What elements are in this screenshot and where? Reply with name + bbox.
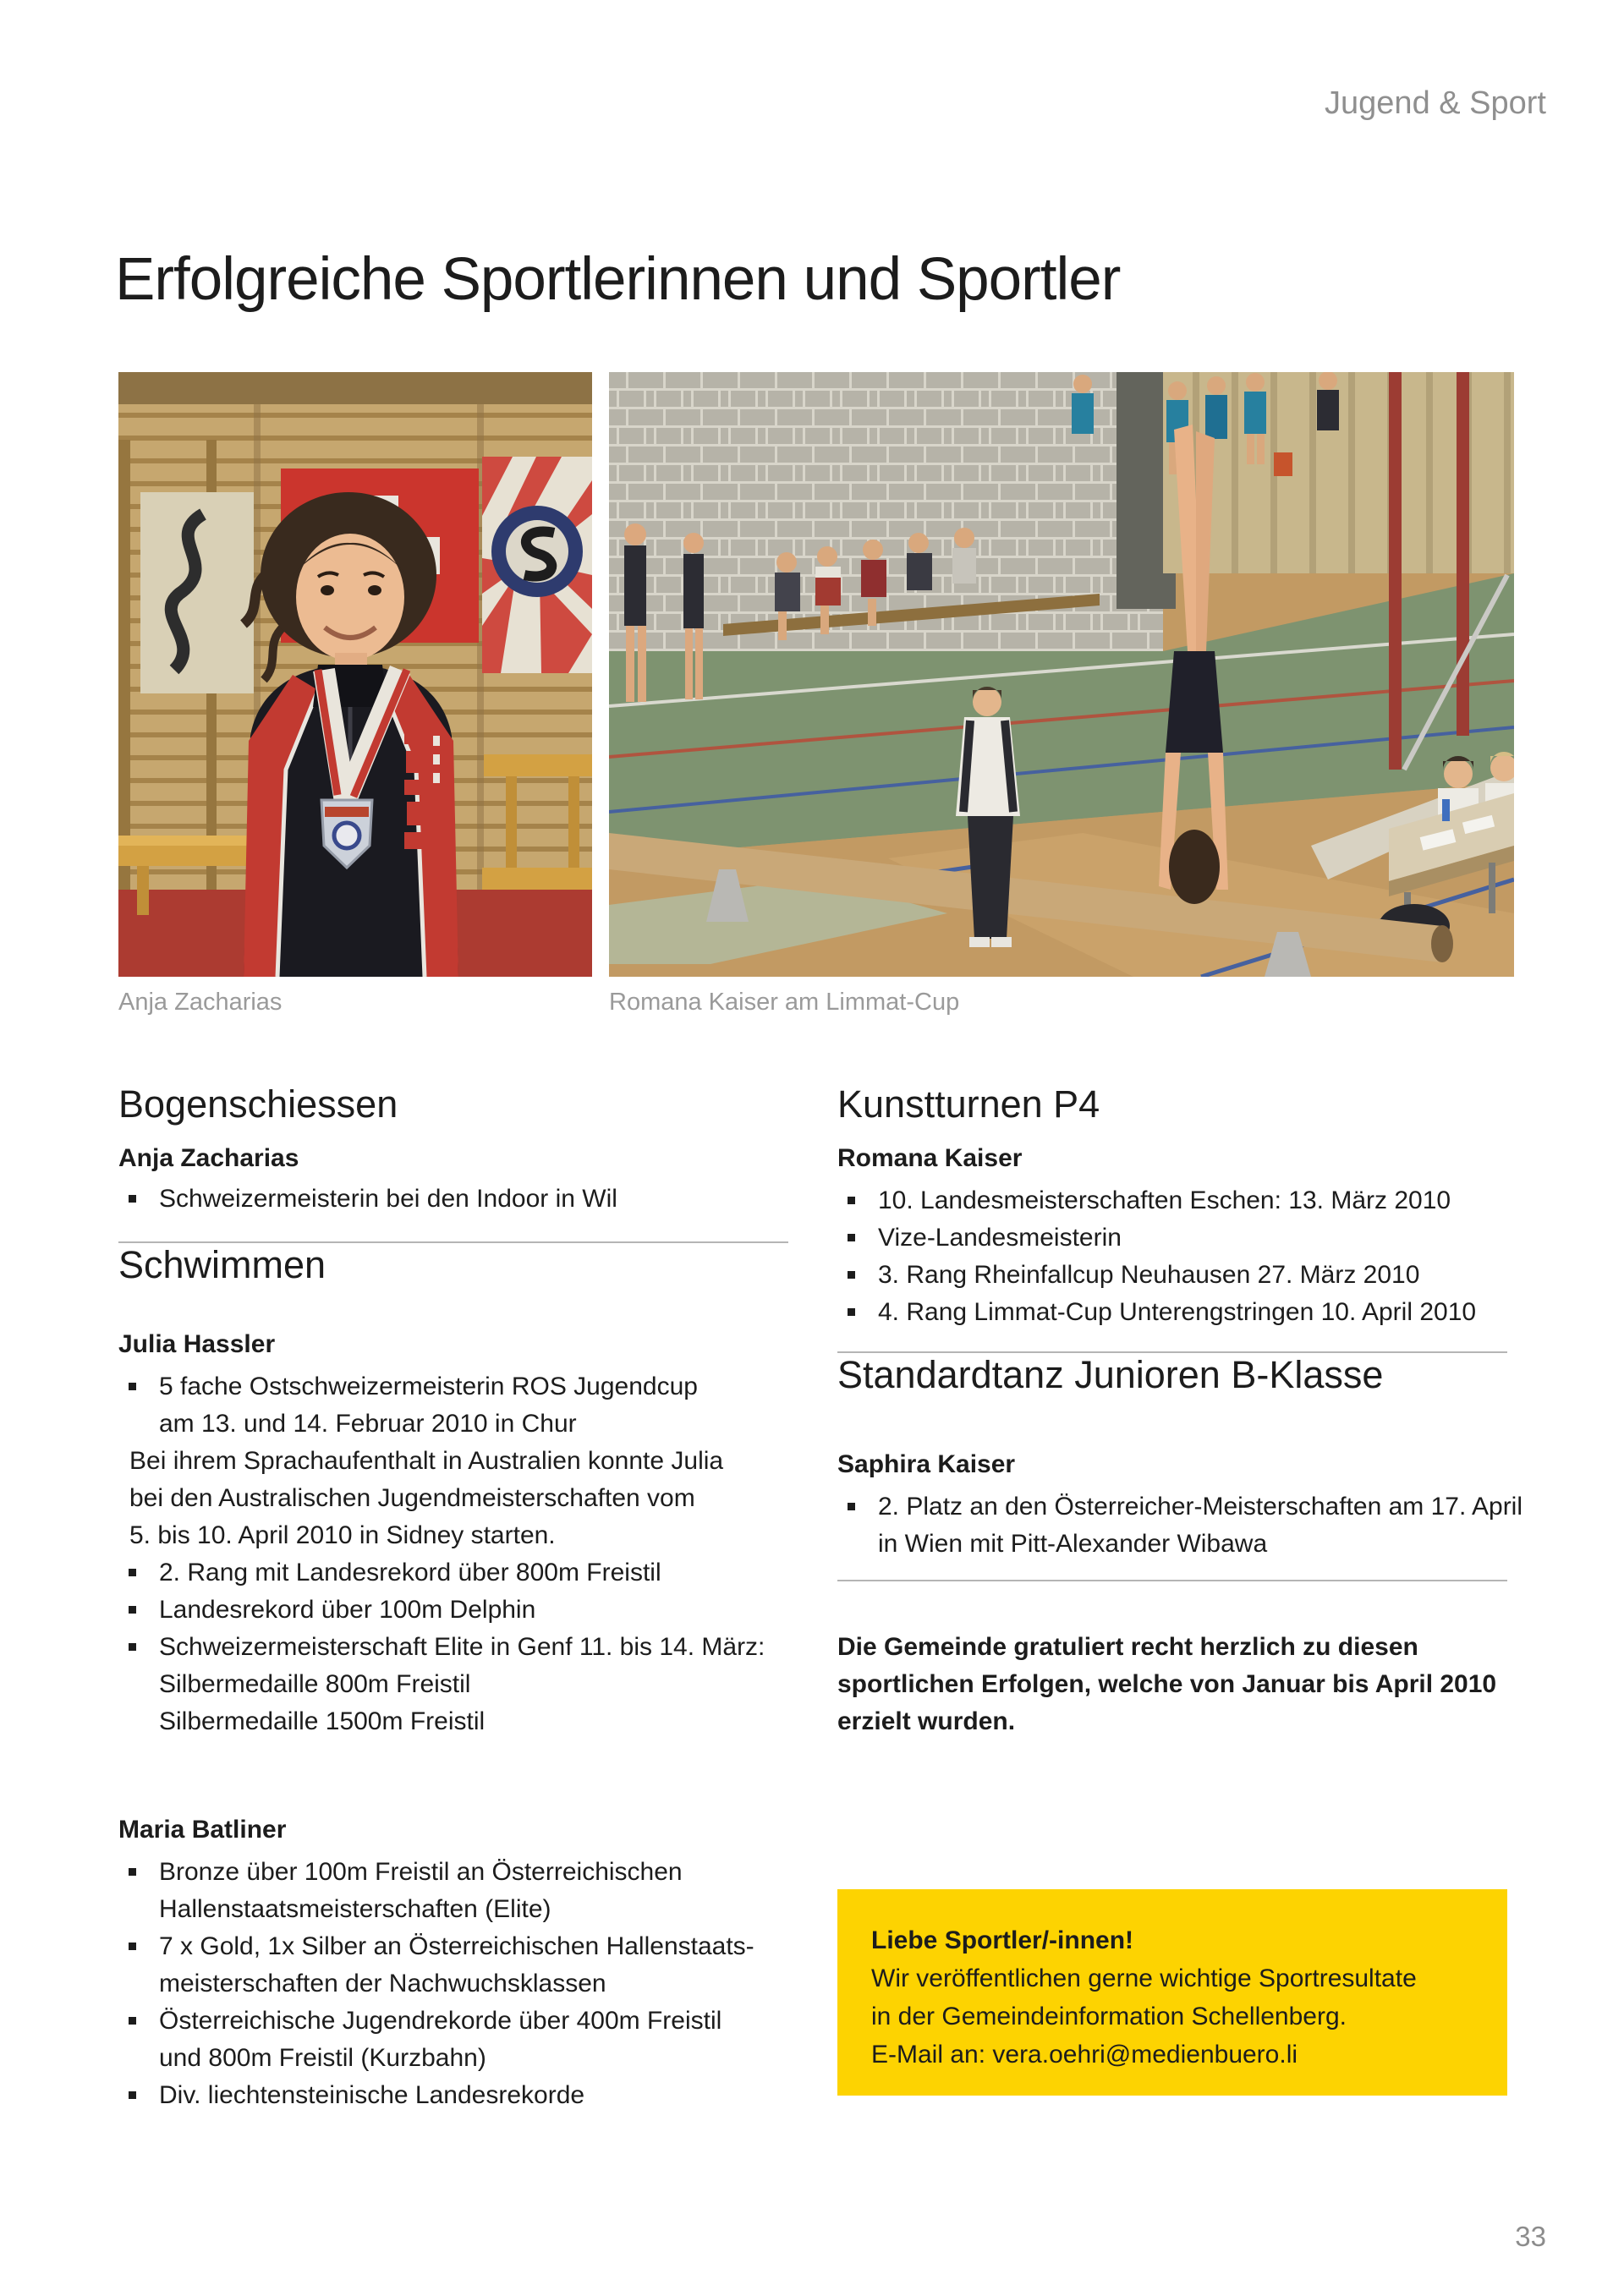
list-item <box>837 1488 1523 1563</box>
bullet-marker <box>129 1606 136 1614</box>
divider <box>837 1580 1507 1581</box>
athlete-name-julia-hassler: Julia Hassler <box>118 1330 276 1358</box>
list-item <box>837 1294 1514 1331</box>
congratulation-line: Die Gemeinde gratuliert recht herzlich zu diesen <box>837 1633 1418 1661</box>
list-item <box>118 1592 795 1629</box>
athlete-name-romana-kaiser: Romana Kaiser <box>837 1144 1023 1172</box>
congratulation-paragraph <box>837 1629 1514 1740</box>
athlete-name-saphira-kaiser: Saphira Kaiser <box>837 1450 1016 1478</box>
bullet-text: Hallenstaatsmeisterschaften (Elite) <box>159 1895 551 1923</box>
bullet-text: Schweizermeisterschaft Elite in Genf 11. bis 14. März: <box>159 1633 765 1661</box>
bullet-marker <box>129 1195 136 1203</box>
bullet-text: Silbermedaille 1500m Freistil <box>159 1707 486 1735</box>
section-header-label: Jugend & Sport <box>1325 85 1546 121</box>
athlete-name-maria-batliner: Maria Batliner <box>118 1816 287 1844</box>
bullet-text: 2. Platz an den Österreicher-Meisterschaften am 17. April <box>878 1493 1523 1521</box>
notice-box-line: E-Mail an: vera.oehri@medienbuero.li <box>871 2041 1298 2069</box>
list-item <box>837 1182 1514 1219</box>
bullet-text: 4. Rang Limmat-Cup Unterengstringen 10. April 2010 <box>878 1298 1477 1326</box>
left-column <box>118 1082 795 2114</box>
bullet-text: 5 fache Ostschweizermeisterin ROS Jugendcup <box>159 1373 698 1400</box>
bullet-marker <box>848 1234 855 1241</box>
bullet-marker <box>129 1643 136 1651</box>
right-column <box>837 1082 1523 2096</box>
photo-anja-zacharias <box>118 372 592 977</box>
bullet-marker <box>129 1868 136 1876</box>
heading-standardtanz: Standardtanz Junioren B-Klasse <box>837 1353 1384 1396</box>
bullet-text: meisterschaften der Nachwuchsklassen <box>159 1970 606 1997</box>
list-item <box>837 1219 1514 1257</box>
bullet-text: in Wien mit Pitt-Alexander Wibawa <box>878 1530 1268 1558</box>
notice-box-title: Liebe Sportler/-innen! <box>871 1926 1134 1954</box>
bullet-text: 7 x Gold, 1x Silber an Österreichischen Hallenstaats- <box>159 1932 754 1960</box>
bullet-text: 2. Rang mit Landesrekord über 800m Freistil <box>159 1559 661 1586</box>
bullet-text: Landesrekord über 100m Delphin <box>159 1596 536 1624</box>
page-number: 33 <box>1515 2221 1546 2252</box>
photo-romana-kaiser <box>609 372 1514 977</box>
notice-box-line: in der Gemeindeinformation Schellenberg. <box>871 2003 1347 2030</box>
bullet-marker <box>129 1943 136 1950</box>
bullet-marker <box>848 1271 855 1279</box>
list-item <box>118 2077 795 2114</box>
list-item <box>118 1554 795 1592</box>
bullet-text: Bronze über 100m Freistil an Österreichischen <box>159 1858 683 1886</box>
note-text: bei den Australischen Jugendmeisterschaften vom <box>129 1484 695 1512</box>
congratulation-line: sportlichen Erfolgen, welche von Januar bis April 2010 <box>837 1670 1497 1698</box>
photo-caption-anja: Anja Zacharias <box>118 989 283 1016</box>
congratulation-line: erzielt wurden. <box>837 1707 1016 1735</box>
bullet-marker <box>129 2091 136 2099</box>
bullet-marker <box>129 2017 136 2025</box>
list-item <box>118 1854 795 1928</box>
list-item <box>118 1181 795 1218</box>
romana-photo-graphic <box>609 372 1514 977</box>
photo-caption-romana: Romana Kaiser am Limmat-Cup <box>609 989 960 1016</box>
bullet-text: Vize-Landesmeisterin <box>878 1224 1122 1252</box>
bullet-text: am 13. und 14. Februar 2010 in Chur <box>159 1410 577 1438</box>
bullet-text: Silbermedaille 800m Freistil <box>159 1670 471 1698</box>
bullet-marker <box>848 1197 855 1204</box>
list-item <box>118 2003 795 2077</box>
list-item <box>118 1368 795 1443</box>
bullet-text: 10. Landesmeisterschaften Eschen: 13. März 2010 <box>878 1186 1451 1214</box>
bullet-marker <box>848 1503 855 1510</box>
bullet-text: 3. Rang Rheinfallcup Neuhausen 27. März 2010 <box>878 1261 1420 1289</box>
bullet-marker <box>129 1569 136 1576</box>
notice-box-line: Wir veröffentlichen gerne wichtige Sportresultate <box>871 1964 1417 1992</box>
heading-kunstturnen: Kunstturnen P4 <box>837 1082 1100 1126</box>
athlete-name-anja-zacharias: Anja Zacharias <box>118 1144 299 1172</box>
note-text: 5. bis 10. April 2010 in Sidney starten. <box>129 1521 556 1549</box>
bullet-text: Div. liechtensteinische Landesrekorde <box>159 2081 585 2109</box>
list-item <box>118 1928 795 2003</box>
page-title: Erfolgreiche Sportlerinnen und Sportler <box>115 246 1121 313</box>
bullet-text: Österreichische Jugendrekorde über 400m Freistil <box>159 2007 722 2035</box>
bullet-text: und 800m Freistil (Kurzbahn) <box>159 2044 486 2072</box>
heading-bogenschiessen: Bogenschiessen <box>118 1082 398 1126</box>
heading-schwimmen: Schwimmen <box>118 1243 326 1286</box>
bullet-text: Schweizermeisterin bei den Indoor in Wil <box>159 1185 617 1213</box>
note-text: Bei ihrem Sprachaufenthalt in Australien konnte Julia <box>129 1447 724 1475</box>
list-item <box>118 1629 795 1740</box>
sports-results-notice-box <box>837 1889 1507 2096</box>
anja-photo-graphic <box>118 372 592 977</box>
bullet-marker <box>129 1383 136 1390</box>
bullet-marker <box>848 1308 855 1316</box>
list-item <box>837 1257 1514 1294</box>
